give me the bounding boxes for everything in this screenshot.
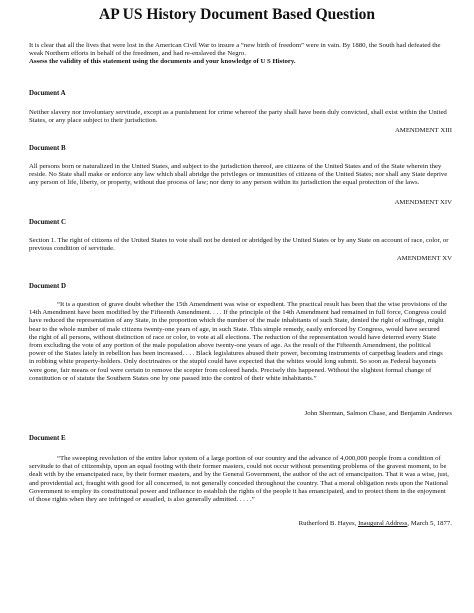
document-d-text: “It is a question of grave doubt whether the 15th Amendment was wise or expedient. The practical result has been that the wise provisions of the 14th Amendment have been modified by the Fifteenth Amendment. . . . If the principle of the 14th Amendment had remained in full force, Congress could have reduced the representation of any State, in the proportion which the number of the male inhabitants of such State, denied the right of suffrage, might bear to the whole number of male citizens twenty-one years of age, in such State. This simple remedy, easily enforced by Congress, would have secured the right of all persons, without distinction of race or color, to vote at all elections. The reduction of the representation would have deterred every State from excluding the vote of any portion of the male population above twenty-one years of age. As the result of the Fifteenth Amendment, the political power of the States lately in rebellion has been increased. . . . Black legislatures abused their power, becoming instruments of carpetbag leaders and rings in robbing white property-holders. Only doctrinaires or the stupid could have expected that the whites would long submit. So soon as Federal bayonets were gone, fair means or foul were certain to remove the scepter from colored hands. Precisely this happened. Without the slightest formal change of constitution or of statute the Southern States one by one passed into the control of their white inhabitants.”: [29, 301, 448, 382]
intro-text: It is clear that all the lives that were lost in the American Civil War to insure a “new birth of freedom” were in vain. By 1880, the South had defeated the weak Northern efforts in behalf of the freedmen, and had re-enslaved the Negro.: [29, 42, 441, 58]
document-e-source: [299, 520, 452, 527]
intro-question: Assess the validity of this statement using the documents and your knowledge of U S History.: [29, 58, 296, 66]
document-e-source-author: Rutherford B. Hayes,: [298, 520, 357, 527]
document-a-heading: Document A: [29, 90, 66, 97]
document-a-source: AMENDMENT XIII: [394, 127, 452, 134]
document-d-heading: Document D: [29, 283, 66, 290]
intro-paragraph: [29, 42, 449, 67]
document-d-source: John Sherman, Salmon Chase, and Benjamin Andrews: [304, 410, 452, 417]
document-c-source: AMENDMENT XV: [396, 255, 452, 262]
page-title: AP US History Document Based Question: [99, 6, 375, 23]
document-e-heading: Document E: [29, 435, 66, 442]
document-a-text: Neither slavery nor involuntary servitude, except as a punishment for crime whereof the party shall have been duly convicted, shall exist within the United States, or any place subject to their jurisdiction.: [29, 109, 447, 125]
document-b-text: All persons born or naturalized in the United States, and subject to the jurisdiction thereof, are citizens of the United States and of the State wherein they reside. No State shall make or enforce any law which shall abridge the privileges or immunities of citizens of the United States; nor shall any State deprive any person of life, liberty, or property, without due process of law; nor deny to any person within its jurisdiction the equal protection of the laws.: [29, 163, 448, 187]
document-c-heading: Document C: [29, 219, 66, 226]
document-e-source-title: Inaugural Address: [358, 520, 408, 527]
document-b-heading: Document B: [29, 145, 66, 152]
document-c-text: Section 1. The right of citizens of the United States to vote shall not be denied or abridged by the United States or by any State on account of race, color, or previous condition of servitude.: [29, 237, 449, 253]
document-e-text: “The sweeping revolution of the entire labor system of a large portion of our country and the advance of 4,000,000 people from a condition of servitude to that of citizenship, upon an equal footing with their former masters, could not occur without presenting problems of the gravest moment, to be dealt with by the emancipated race, by their former masters, and by the General Government, the author of the act of emancipation. That it was a wise, just, and providential act, fraught with good for all concerned, is not generally conceded throughout the country. That a moral obligation rests upon the National Government to employ its constitutional power and influence to establish the rights of the people it has emancipated, and to protect them in the enjoyment of those rights when they are infringed or assailed, is also generally admitted. . . . .”: [29, 455, 449, 504]
document-b-source: AMENDMENT XIV: [394, 199, 452, 206]
document-e-source-date: , March 5, 1877.: [407, 520, 452, 527]
